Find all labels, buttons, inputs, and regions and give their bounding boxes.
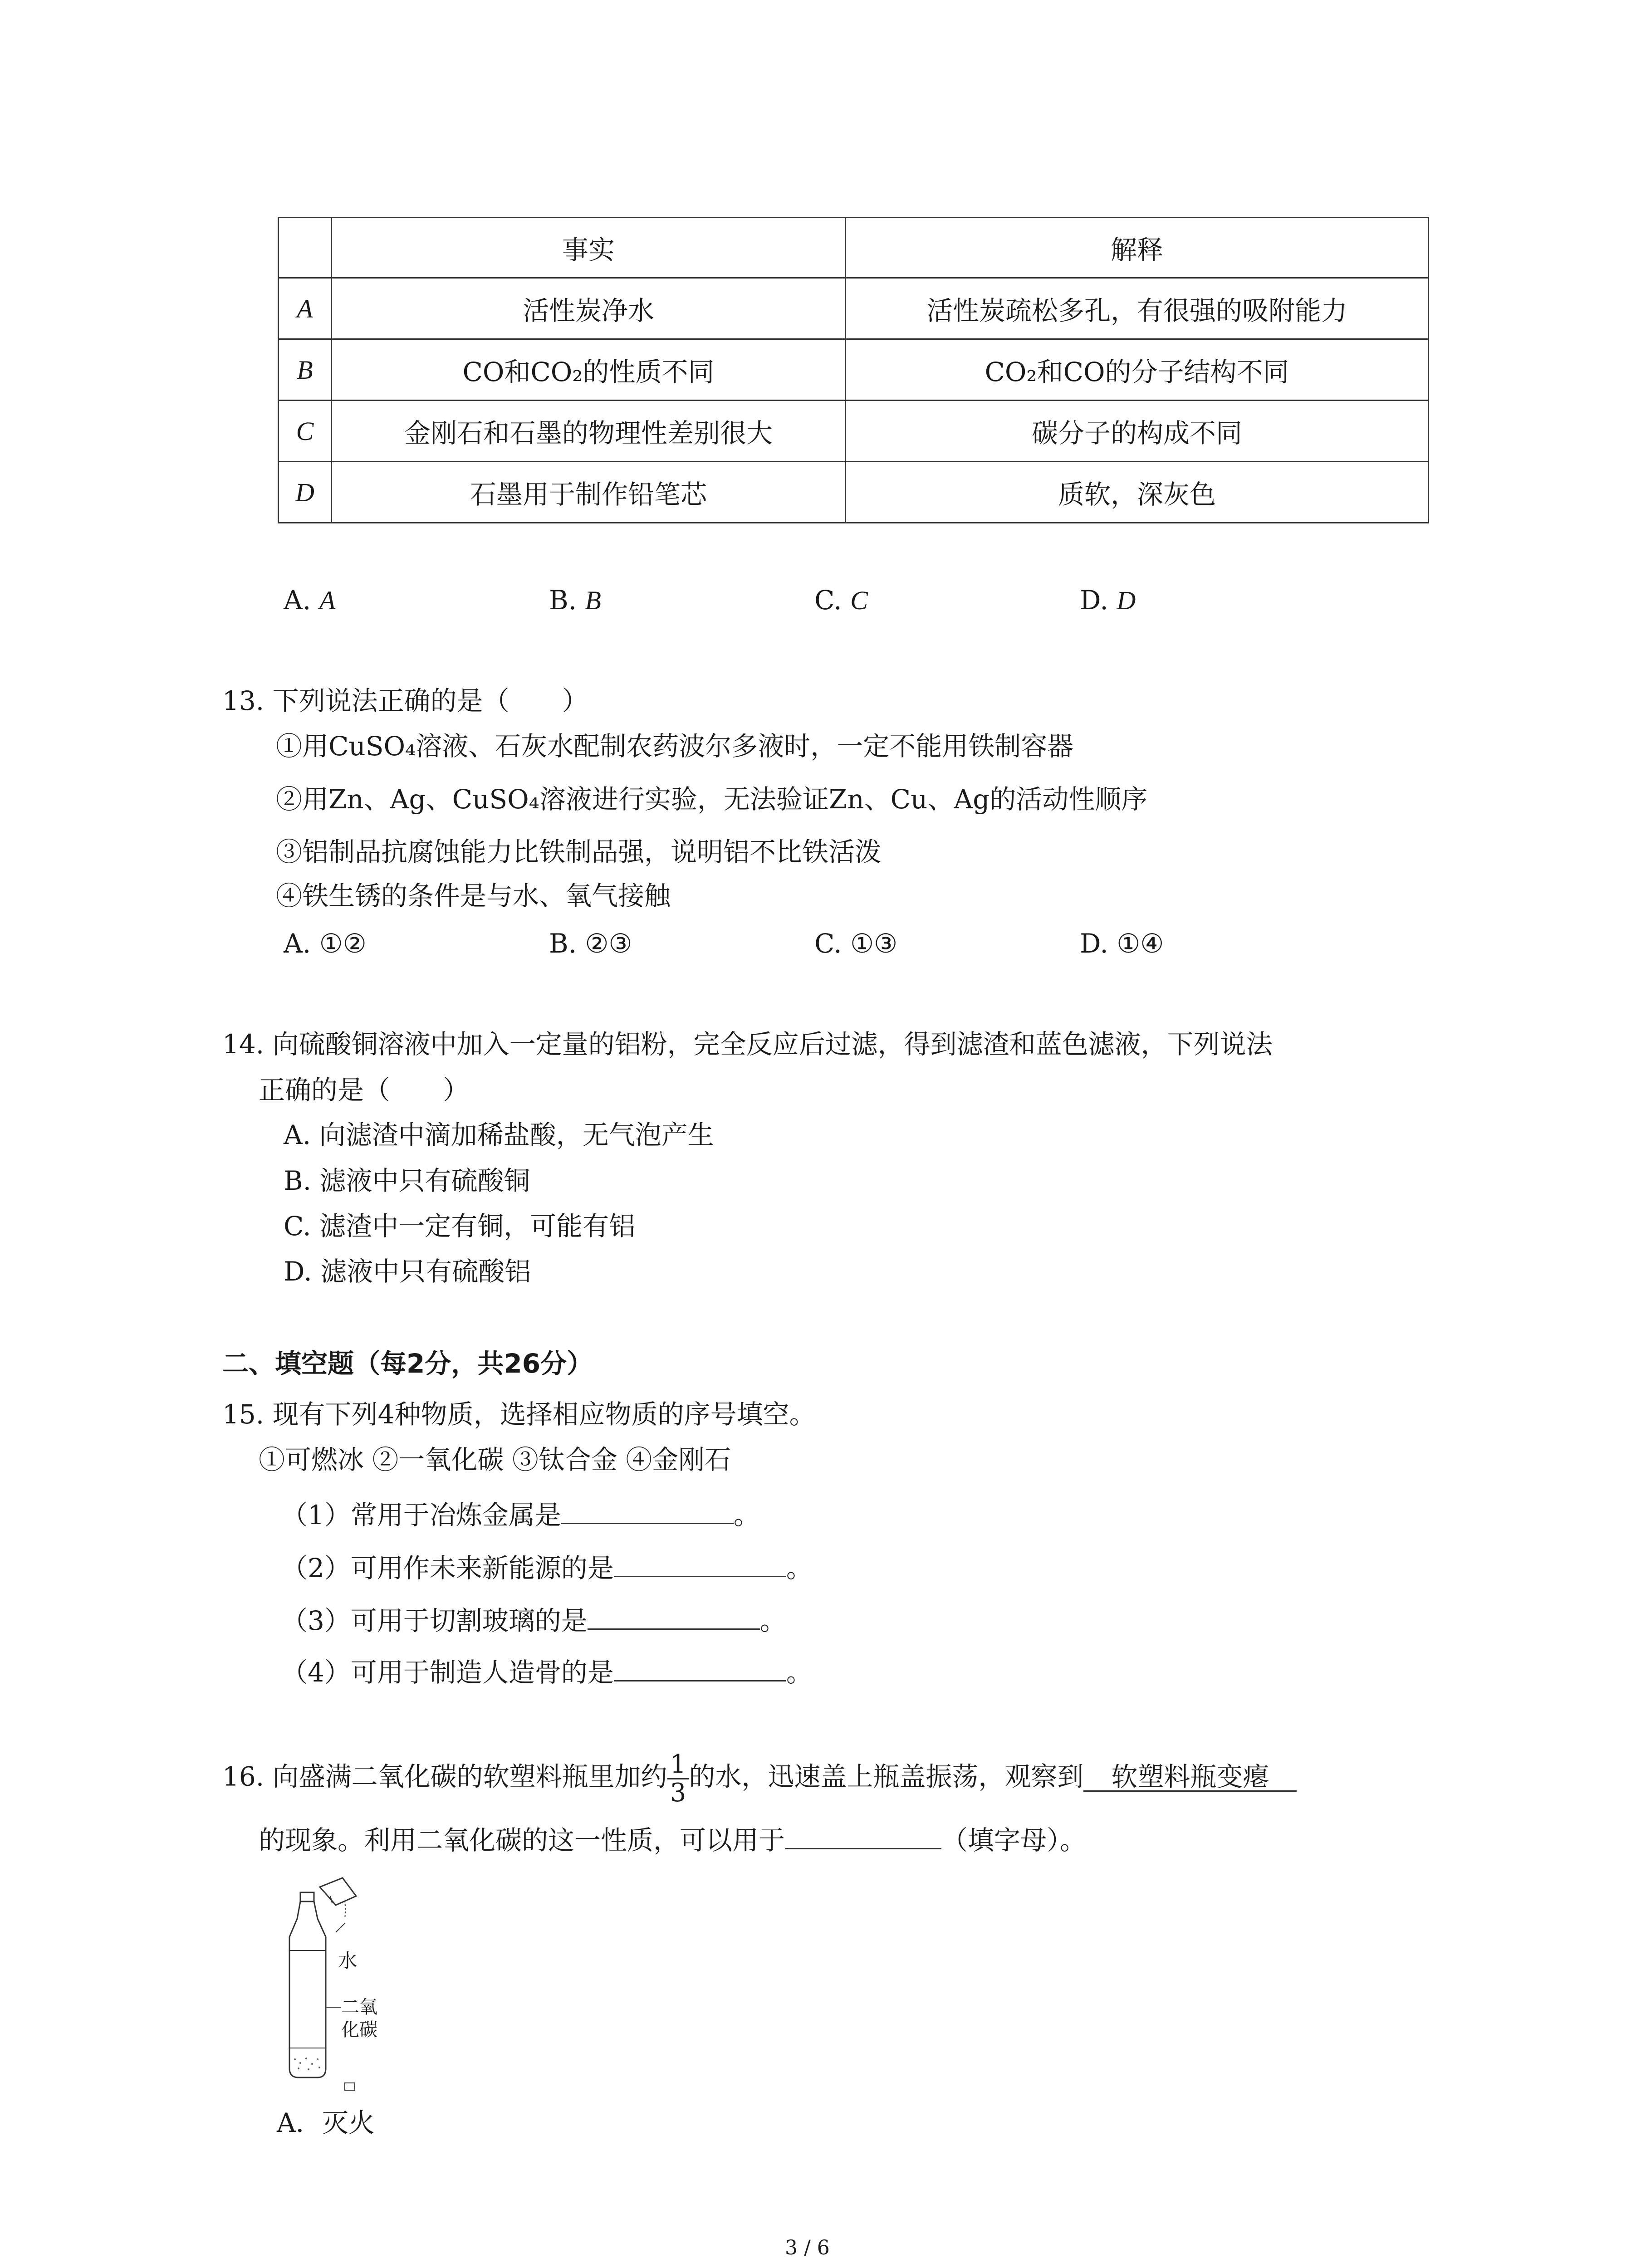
bottle-figure <box>272 1869 408 2096</box>
water-label: 水 <box>338 1950 358 1972</box>
fact-cell: 金刚石和石墨的物理性差别很大 <box>332 401 846 462</box>
q13-item: ④铁生锈的条件是与水、氧气接触 <box>276 880 671 911</box>
answer-blank[interactable] <box>561 1494 734 1524</box>
q15-materials: ①可燃冰 ②一氧化碳 ③钛合金 ④金刚石 <box>259 1444 731 1475</box>
q14-option-b[interactable]: B. 滤液中只有硫酸铜 <box>284 1165 530 1196</box>
table-row <box>279 278 1429 339</box>
section-title: 二、填空题（每2分，共26分） <box>222 1348 593 1379</box>
q14-stem-cont: 正确的是（ ） <box>259 1075 470 1105</box>
answer-blank[interactable] <box>614 1651 786 1681</box>
q12-option-d[interactable]: D. D <box>1080 585 1136 616</box>
row-label: D <box>279 462 332 523</box>
row-label: C <box>279 401 332 462</box>
q12-option-c[interactable]: C. C <box>814 585 868 616</box>
q14-option-d[interactable]: D. 滤液中只有硫酸铝 <box>284 1256 531 1287</box>
q12-option-b[interactable]: B. B <box>549 585 601 616</box>
co2-label-1: 二氧 <box>341 1997 377 2018</box>
table-row <box>279 462 1429 523</box>
co2-label-2: 化碳 <box>341 2019 377 2040</box>
fact-cell: 活性炭净水 <box>332 278 846 339</box>
q13-item: ②用Zn、Ag、CuSO₄溶液进行实验，无法验证Zn、Cu、Ag的活动性顺序 <box>276 784 1148 815</box>
table-header-row <box>279 218 1429 278</box>
q13-option-d[interactable]: D. ①④ <box>1080 928 1164 959</box>
q15-sub-3: （3）可用于切割玻璃的是 。 <box>281 1599 786 1639</box>
q13-stem: 13. 下列说法正确的是（ ） <box>222 685 588 716</box>
table-row <box>279 339 1429 401</box>
q15-sub-1: （1）常用于冶炼金属是 。 <box>281 1494 760 1533</box>
q14-option-a[interactable]: A. 向滤渣中滴加稀盐酸，无气泡产生 <box>284 1119 714 1150</box>
q13-item: ③铝制品抗腐蚀能力比铁制品强，说明铝不比铁活泼 <box>276 836 882 867</box>
table-header-cell <box>279 218 332 278</box>
answer-blank[interactable] <box>588 1599 760 1630</box>
answer-blank[interactable]: 软塑料瓶变瘪 <box>1083 1759 1297 1792</box>
q16-line1: 16. 向盛满二氧化碳的软塑料瓶里加约 $\frac{1}{3}$ 的水，迅速盖上瓶盖振荡，观察到 软塑料瓶变瘪 <box>222 1751 1297 1807</box>
row-label: A <box>279 278 332 339</box>
explain-cell: 活性炭疏松多孔，有很强的吸附能力 <box>846 278 1429 339</box>
q13-option-c[interactable]: C. ①③ <box>814 928 898 959</box>
fact-cell: 石墨用于制作铅笔芯 <box>332 462 846 523</box>
q15-sub-2: （2）可用作未来新能源的是 。 <box>281 1547 813 1586</box>
table-header-cell: 事实 <box>332 218 846 278</box>
table-header-cell: 解释 <box>846 218 1429 278</box>
fraction-one-third: $\frac{1}{3}$ <box>667 1751 689 1807</box>
q14-stem: 14. 向硫酸铜溶液中加入一定量的铝粉，完全反应后过滤，得到滤渣和蓝色滤液，下列说法 <box>222 1029 1273 1060</box>
q15-stem: 15. 现有下列4种物质，选择相应物质的序号填空。 <box>222 1399 816 1430</box>
q16-option-a[interactable]: A．灭火 <box>277 2107 375 2138</box>
answer-blank[interactable] <box>785 1819 941 1849</box>
row-label: B <box>279 339 332 401</box>
facts-table <box>278 217 1429 523</box>
q12-option-a[interactable]: A. A <box>284 585 336 616</box>
fact-cell: CO和CO₂的性质不同 <box>332 339 846 401</box>
q13-option-b[interactable]: B. ②③ <box>549 928 632 959</box>
answer-blank[interactable] <box>614 1547 786 1577</box>
q15-sub-4: （4）可用于制造人造骨的是 。 <box>281 1651 813 1691</box>
table-row <box>279 401 1429 462</box>
explain-cell: 碳分子的构成不同 <box>846 401 1429 462</box>
q13-item: ①用CuSO₄溶液、石灰水配制农药波尔多液时，一定不能用铁制容器 <box>276 731 1074 762</box>
q13-option-a[interactable]: A. ①② <box>284 928 367 959</box>
page-number: 3 / 6 <box>785 2236 830 2259</box>
explain-cell: 质软，深灰色 <box>846 462 1429 523</box>
q14-option-c[interactable]: C. 滤渣中一定有铜，可能有铝 <box>284 1211 636 1242</box>
q16-line2: 的现象。利用二氧化碳的这一性质，可以用于 （填字母）。 <box>259 1819 1086 1858</box>
explain-cell: CO₂和CO的分子结构不同 <box>846 339 1429 401</box>
